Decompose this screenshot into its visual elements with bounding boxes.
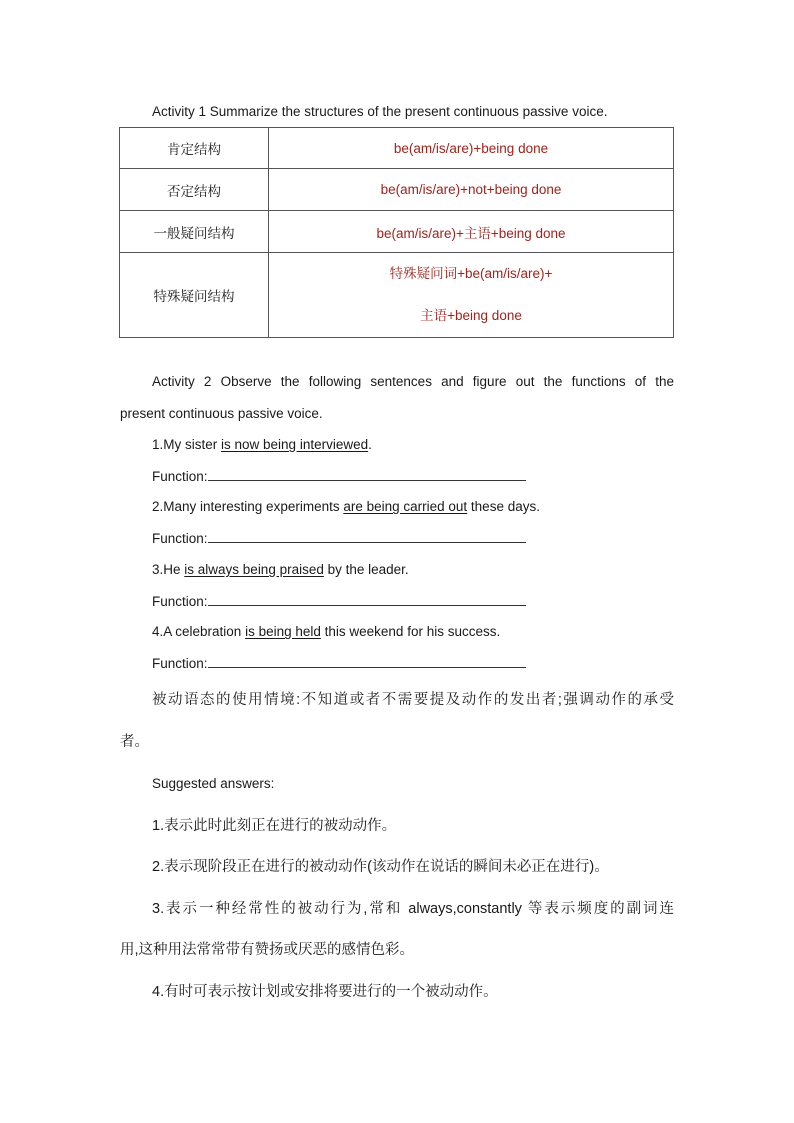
structure-formula: be(am/is/are)+主语+being done (269, 211, 674, 253)
function-line-3: Function: (152, 591, 526, 612)
answer-blank[interactable] (208, 653, 526, 668)
function-line-1: Function: (152, 466, 526, 487)
sentence-4: 4.A celebration is being held this weekend for his success. (152, 624, 501, 639)
formula-line-1: 特殊疑问词+be(am/is/are)+ (389, 266, 553, 281)
function-line-4: Function: (152, 653, 526, 674)
table-row (120, 169, 674, 211)
underlined-verb: is being held (245, 624, 321, 639)
structure-label: 否定结构 (120, 169, 269, 211)
structure-formula: be(am/is/are)+not+being done (269, 169, 674, 211)
underlined-verb: are being carried out (343, 499, 468, 514)
answer-3-line-1: 3.表示一种经常性的被动行为,常和 always,constantly 等表示频度的副词连 (152, 901, 674, 917)
answer-4: 4.有时可表示按计划或安排将要进行的一个被动动作。 (152, 984, 498, 1000)
table-row (120, 253, 674, 338)
usage-note-line-1: 被动语态的使用情境:不知道或者不需要提及动作的发出者;强调动作的承受 (152, 692, 674, 708)
table-row (120, 128, 674, 169)
answer-blank[interactable] (208, 528, 526, 543)
usage-note-line-2: 者。 (120, 734, 149, 750)
activity2-heading-cont: present continuous passive voice. (120, 406, 323, 421)
sentence-3: 3.He is always being praised by the leader. (152, 562, 409, 577)
structure-formula: be(am/is/are)+being done (269, 128, 674, 169)
structure-formula (269, 253, 674, 338)
formula-line-2: 主语+being done (420, 308, 522, 323)
answer-1: 1.表示此时此刻正在进行的被动动作。 (152, 818, 397, 834)
answer-blank[interactable] (208, 591, 526, 606)
activity2-heading: Activity 2 Observe the following sentences and figure out the functions of the (152, 374, 674, 389)
answer-3-line-2: 用,这种用法常常带有赞扬或厌恶的感情色彩。 (120, 942, 415, 958)
function-line-2: Function: (152, 528, 526, 549)
answer-blank[interactable] (208, 466, 526, 481)
suggested-answers-title: Suggested answers: (152, 776, 275, 791)
sentence-1: 1.My sister is now being interviewed. (152, 437, 372, 452)
underlined-verb: is always being praised (184, 562, 324, 577)
sentence-2: 2.Many interesting experiments are being carried out these days. (152, 499, 540, 514)
structure-label: 肯定结构 (120, 128, 269, 169)
underlined-verb: is now being interviewed (221, 437, 369, 452)
answer-2: 2.表示现阶段正在进行的被动动作(该动作在说话的瞬间未必正在进行)。 (152, 859, 609, 875)
structure-table (119, 127, 674, 338)
activity1-heading: Activity 1 Summarize the structures of the present continuous passive voice. (152, 104, 608, 119)
structure-label: 特殊疑问结构 (120, 253, 269, 338)
structure-label: 一般疑问结构 (120, 211, 269, 253)
table-row (120, 211, 674, 253)
